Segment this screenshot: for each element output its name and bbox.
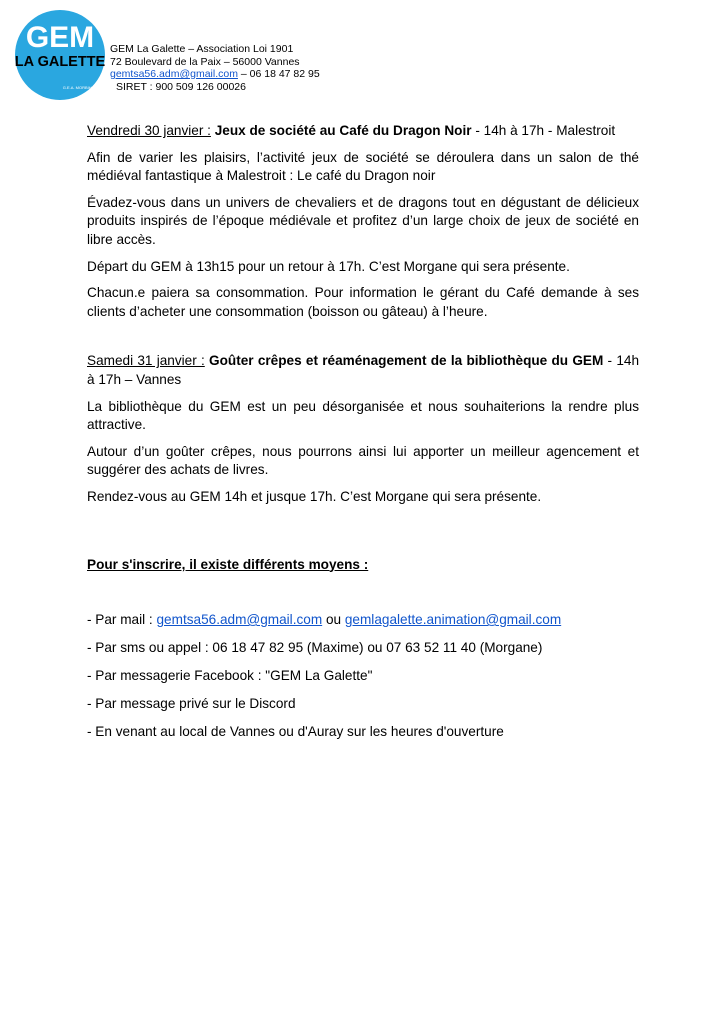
event1-date: Vendredi 30 janvier : xyxy=(87,123,211,138)
signup-sms: - Par sms ou appel : 06 18 47 82 95 (Maxime) ou 07 63 52 11 40 (Morgane) xyxy=(87,640,543,656)
logo-small-text: G.E.A. MORBIHAN xyxy=(62,85,98,90)
event1-title: Jeux de société au Café du Dragon Noir xyxy=(214,123,472,138)
event1-paragraph: Chacun.e paiera sa consommation. Pour information le gérant du Café demande à ses clients d’acheter une consommation (boisson ou gâteau) à l’heure. xyxy=(87,285,639,319)
org-siret: SIRET : 900 509 126 00026 xyxy=(116,80,246,93)
logo-galette-text: LA GALETTE xyxy=(14,54,106,70)
signup-discord: - Par message privé sur le Discord xyxy=(87,696,296,712)
event1-paragraph: Évadez-vous dans un univers de chevaliers et de dragons tout en dégustant de délicieux produits inspirés de l’époque médiévale et profitez d’un large choix de jeux de société en libre accès. xyxy=(87,194,639,247)
signup-mail-link-2[interactable]: gemlagalette.animation@gmail.com xyxy=(344,612,562,628)
org-line: GEM La Galette – Association Loi 1901 xyxy=(110,43,294,55)
signup-local: - En venant au local de Vannes ou d'Auray sur les heures d'ouverture xyxy=(87,724,504,740)
org-phone: – 06 18 47 82 95 xyxy=(237,68,320,80)
event2-heading xyxy=(87,352,639,389)
signup-mail-link-1[interactable]: gemtsa56.adm@gmail.com xyxy=(156,612,323,628)
logo-gem-text: GEM xyxy=(25,21,95,54)
signup-heading: Pour s'inscrire, il existe différents moyens : xyxy=(87,556,369,572)
event2-paragraph: Autour d’un goûter crêpes, nous pourrons ainsi lui apporter un meilleur agencement et suggérer des achats de livres. xyxy=(87,443,639,478)
event1-heading xyxy=(87,122,639,141)
gem-la-galette-logo xyxy=(10,10,110,100)
event2-title: Goûter crêpes et réaménagement de la bibliothèque du GEM xyxy=(209,353,604,369)
event1-time-place: - 14h à 17h - Malestroit xyxy=(471,123,616,138)
org-address: 72 Boulevard de la Paix – 56000 Vannes xyxy=(110,55,300,68)
event2-time-place: - 14h à 17h – Vannes xyxy=(87,353,640,387)
document-body xyxy=(87,122,639,752)
organization-info xyxy=(110,43,320,93)
event1-paragraph: Départ du GEM à 13h15 pour un retour à 17h. C’est Morgane qui sera présente. xyxy=(87,258,570,274)
event1-paragraph: Afin de varier les plaisirs, l’activité jeux de société se déroulera dans un salon de thé médiéval fantastique à Malestroit : Le café du Dragon noir xyxy=(87,149,639,184)
signup-facebook: - Par messagerie Facebook : "GEM La Galette" xyxy=(87,668,373,684)
org-contact xyxy=(110,68,320,81)
signup-mail xyxy=(87,611,639,630)
signup-methods xyxy=(87,611,639,742)
event2-date: Samedi 31 janvier : xyxy=(87,353,205,369)
event2-paragraph: Rendez-vous au GEM 14h et jusque 17h. C’est Morgane qui sera présente. xyxy=(87,488,542,504)
org-email-link[interactable]: gemtsa56.adm@gmail.com xyxy=(110,68,238,80)
signup-mail-prefix: - Par mail : xyxy=(87,612,157,628)
signup-mail-sep: ou xyxy=(322,612,345,628)
event2-paragraph: La bibliothèque du GEM est un peu désorganisée et nous souhaiterions la rendre plus attractive. xyxy=(87,398,639,433)
